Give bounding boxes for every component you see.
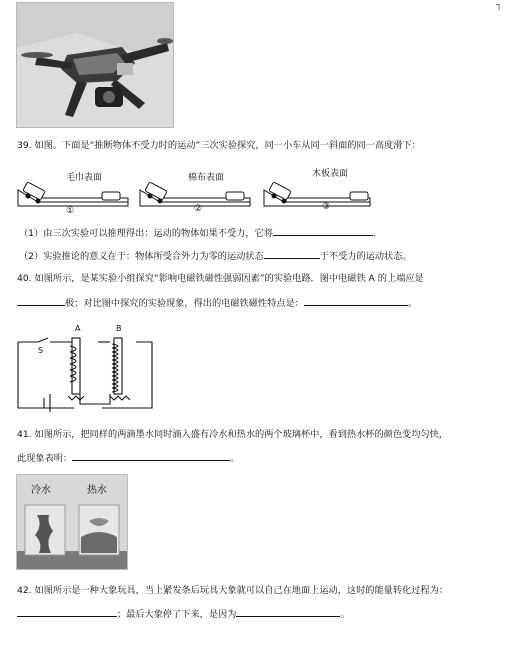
q41-line1: 41. 如图所示，把同样的两滴墨水同时滴入盛有冷水和热水的两个玻璃杯中，看到热水杯的颜色变均匀快，	[17, 429, 448, 440]
circled-1: ①	[66, 206, 75, 216]
label-s: S	[38, 346, 44, 355]
q42-line2: ；最后大象停了下来，是因为 。	[17, 607, 350, 622]
corner-mark: ┐	[496, 0, 503, 11]
q39-sub1-blank[interactable]	[273, 226, 373, 236]
q40-feature-blank[interactable]	[304, 296, 408, 306]
ramp-cotton	[140, 182, 250, 206]
surface-label-cotton: 棉布表面	[188, 173, 225, 183]
q42-line1: 42. 如图所示是一种大象玩具，当上紧发条后玩具大象就可以自己在地面上运动，这时的能量转化过程为：	[17, 585, 448, 596]
q40-pole-blank[interactable]	[17, 296, 65, 306]
drone-photo	[16, 2, 174, 128]
q40-circuit-figure	[14, 326, 158, 412]
drone-image	[17, 3, 173, 127]
q39-sub1: （1）由三次实验可以推理得出：运动的物体如果不受力，它将 .	[19, 228, 376, 239]
label-b: B	[116, 324, 122, 333]
label-a: A	[75, 324, 81, 333]
q39-sub2-blank[interactable]	[264, 249, 320, 259]
q39-figure	[16, 166, 372, 218]
circled-3: ③	[322, 202, 331, 212]
ramp-wood	[264, 182, 370, 206]
q40-line2: 极；对比图中探究的实验现象，得出的电磁铁磁性特点是： 。	[17, 296, 417, 311]
q41-blank[interactable]	[72, 451, 230, 461]
q42-reason-blank[interactable]	[236, 607, 340, 617]
label-hot: 热水	[87, 485, 107, 496]
q39-sub2: （2）实验推论的意义在于：物体所受合外力为零的运动状态 于不受力的运动状态。	[19, 251, 412, 262]
q42-energy-blank[interactable]	[17, 607, 117, 617]
circled-2: ②	[194, 204, 203, 214]
q39-stem: 39. 如图。下面是“推断物体不受力时的运动”三次实验探究，同一小车从同一斜面的同一高度滑下：	[17, 140, 421, 151]
q40-line1: 40. 如图所示，是某实验小组探究“影响电磁铁磁性强弱因素”的实验电路．图中电磁铁 A 的上端应是	[17, 273, 424, 284]
q41-photo	[16, 474, 128, 570]
ramp-towel	[18, 182, 128, 206]
surface-label-wood: 木板表面	[312, 169, 349, 179]
surface-label-towel: 毛巾表面	[66, 173, 103, 183]
q41-line2: 此现象表明： 。	[17, 453, 240, 464]
label-cold: 冷水	[31, 485, 51, 496]
